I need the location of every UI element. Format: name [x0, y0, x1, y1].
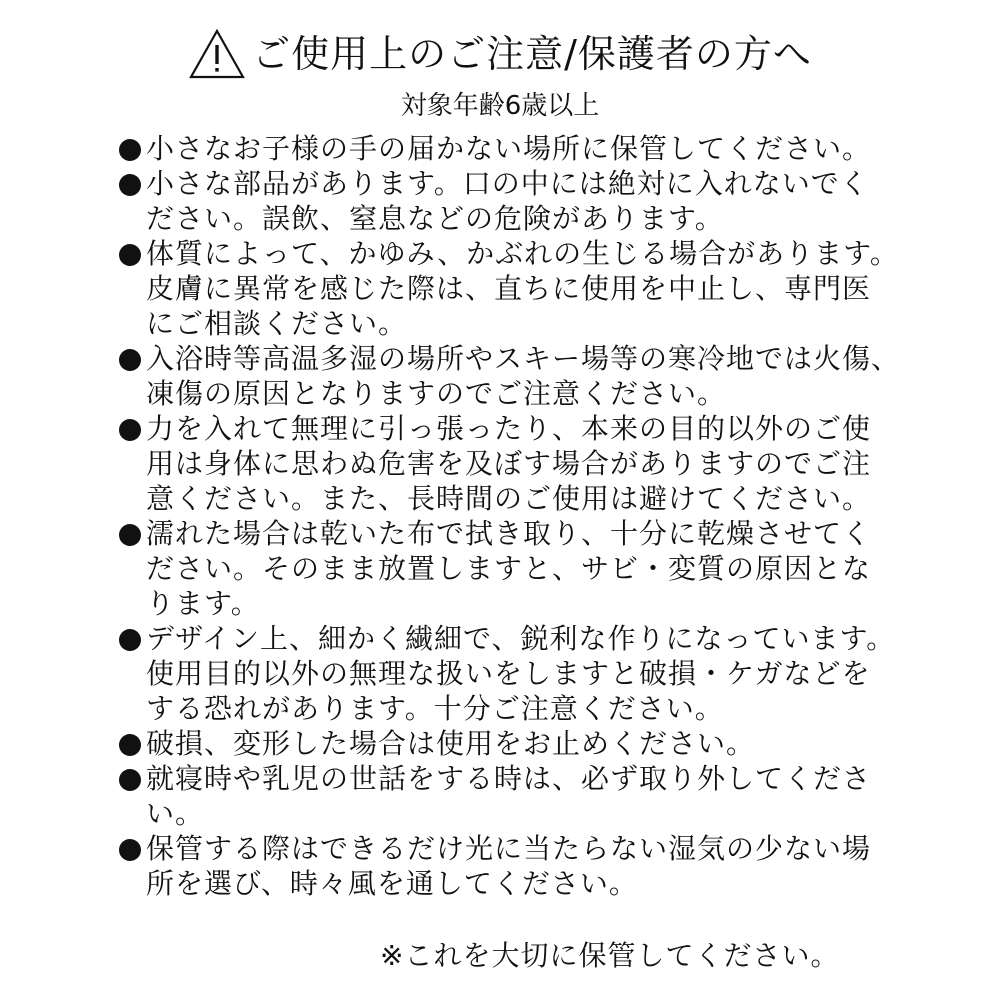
bullet-dot-icon — [119, 174, 141, 196]
bullet-dot-icon — [119, 524, 141, 546]
bullet-dot-icon — [119, 734, 141, 756]
bullet-dot-icon — [119, 244, 141, 266]
notice-text-line: 破損、変形した場合は使用をお止めください。 — [146, 727, 756, 760]
bullet-dot-icon — [119, 629, 141, 651]
notice-text-line: 用は身体に思わぬ危害を及ぼす場合がありますのでご注 — [146, 447, 872, 480]
notice-text-line: い。 — [146, 797, 205, 830]
notice-text-line: する恐れがあります。十分ご注意ください。 — [146, 692, 724, 725]
notice-item — [118, 831, 918, 901]
notice-text-line: デザイン上、細かく繊細で、鋭利な作りになっています。 — [146, 622, 896, 655]
notice-item — [118, 411, 918, 516]
notice-text-line: 所を選び、時々風を通してください。 — [146, 867, 638, 900]
notice-text-line: 使用目的以外の無理な扱いをしますと破損・ケガなどを — [146, 657, 871, 690]
notice-item — [118, 761, 918, 831]
notice-text-line: 保管する際はできるだけ光に当たらない湿気の少ない場 — [146, 832, 872, 865]
notice-item — [118, 516, 918, 621]
notice-text-line: 入浴時等高温多湿の場所やスキー場等の寒冷地では火傷、 — [146, 342, 901, 375]
notice-text-line: 体質によって、かゆみ、かぶれの生じる場合があります。 — [146, 237, 899, 270]
notice-text-line: 皮膚に異常を感じた際は、直ちに使用を中止し、専門医 — [146, 272, 872, 305]
bullet-dot-icon — [119, 139, 141, 161]
notice-item — [118, 236, 918, 341]
notice-text-line: 力を入れて無理に引っ張ったり、本来の目的以外のご使 — [146, 412, 872, 445]
notice-text-line: 小さな部品があります。口の中には絶対に入れないでく — [146, 167, 869, 200]
notice-text-line: ださい。そのまま放置しますと、サビ・変質の原因とな — [146, 552, 872, 585]
notice-text-line: 濡れた場合は乾いた布で拭き取り、十分に乾燥させてく — [146, 517, 872, 550]
notice-item — [118, 726, 918, 761]
notice-text-line: 小さなお子様の手の届かない場所に保管してください。 — [146, 132, 872, 165]
notice-text-line: 就寝時や乳児の世話をする時は、必ず取り外してくださ — [146, 762, 872, 795]
bullet-dot-icon — [119, 839, 141, 861]
notice-text-line: にご相談ください。 — [146, 307, 408, 340]
notice-text-line: ります。 — [146, 587, 260, 620]
bullet-dot-icon — [119, 349, 141, 371]
warning-triangle-icon — [188, 28, 246, 80]
bullet-dot-icon — [119, 419, 141, 441]
title-row — [0, 24, 1000, 84]
notice-item — [118, 166, 918, 236]
age-target-subtitle: 対象年齢6歳以上 — [400, 91, 600, 121]
notice-item — [118, 621, 918, 726]
notice-text-line: 凍傷の原因となりますのでご注意ください。 — [146, 377, 727, 410]
notice-list — [118, 131, 918, 901]
bullet-dot-icon — [119, 769, 141, 791]
notice-text-line: ださい。誤飲、窒息などの危険があります。 — [146, 202, 724, 235]
notice-item — [118, 341, 918, 411]
notice-item — [118, 131, 918, 166]
storage-reminder-note: ※これを大切に保管してください。 — [380, 939, 840, 972]
page-title: ご使用上のご注意/保護者の方へ — [252, 32, 812, 76]
notice-text-line: 意ください。また、長時間のご使用は避けてください。 — [146, 482, 872, 515]
